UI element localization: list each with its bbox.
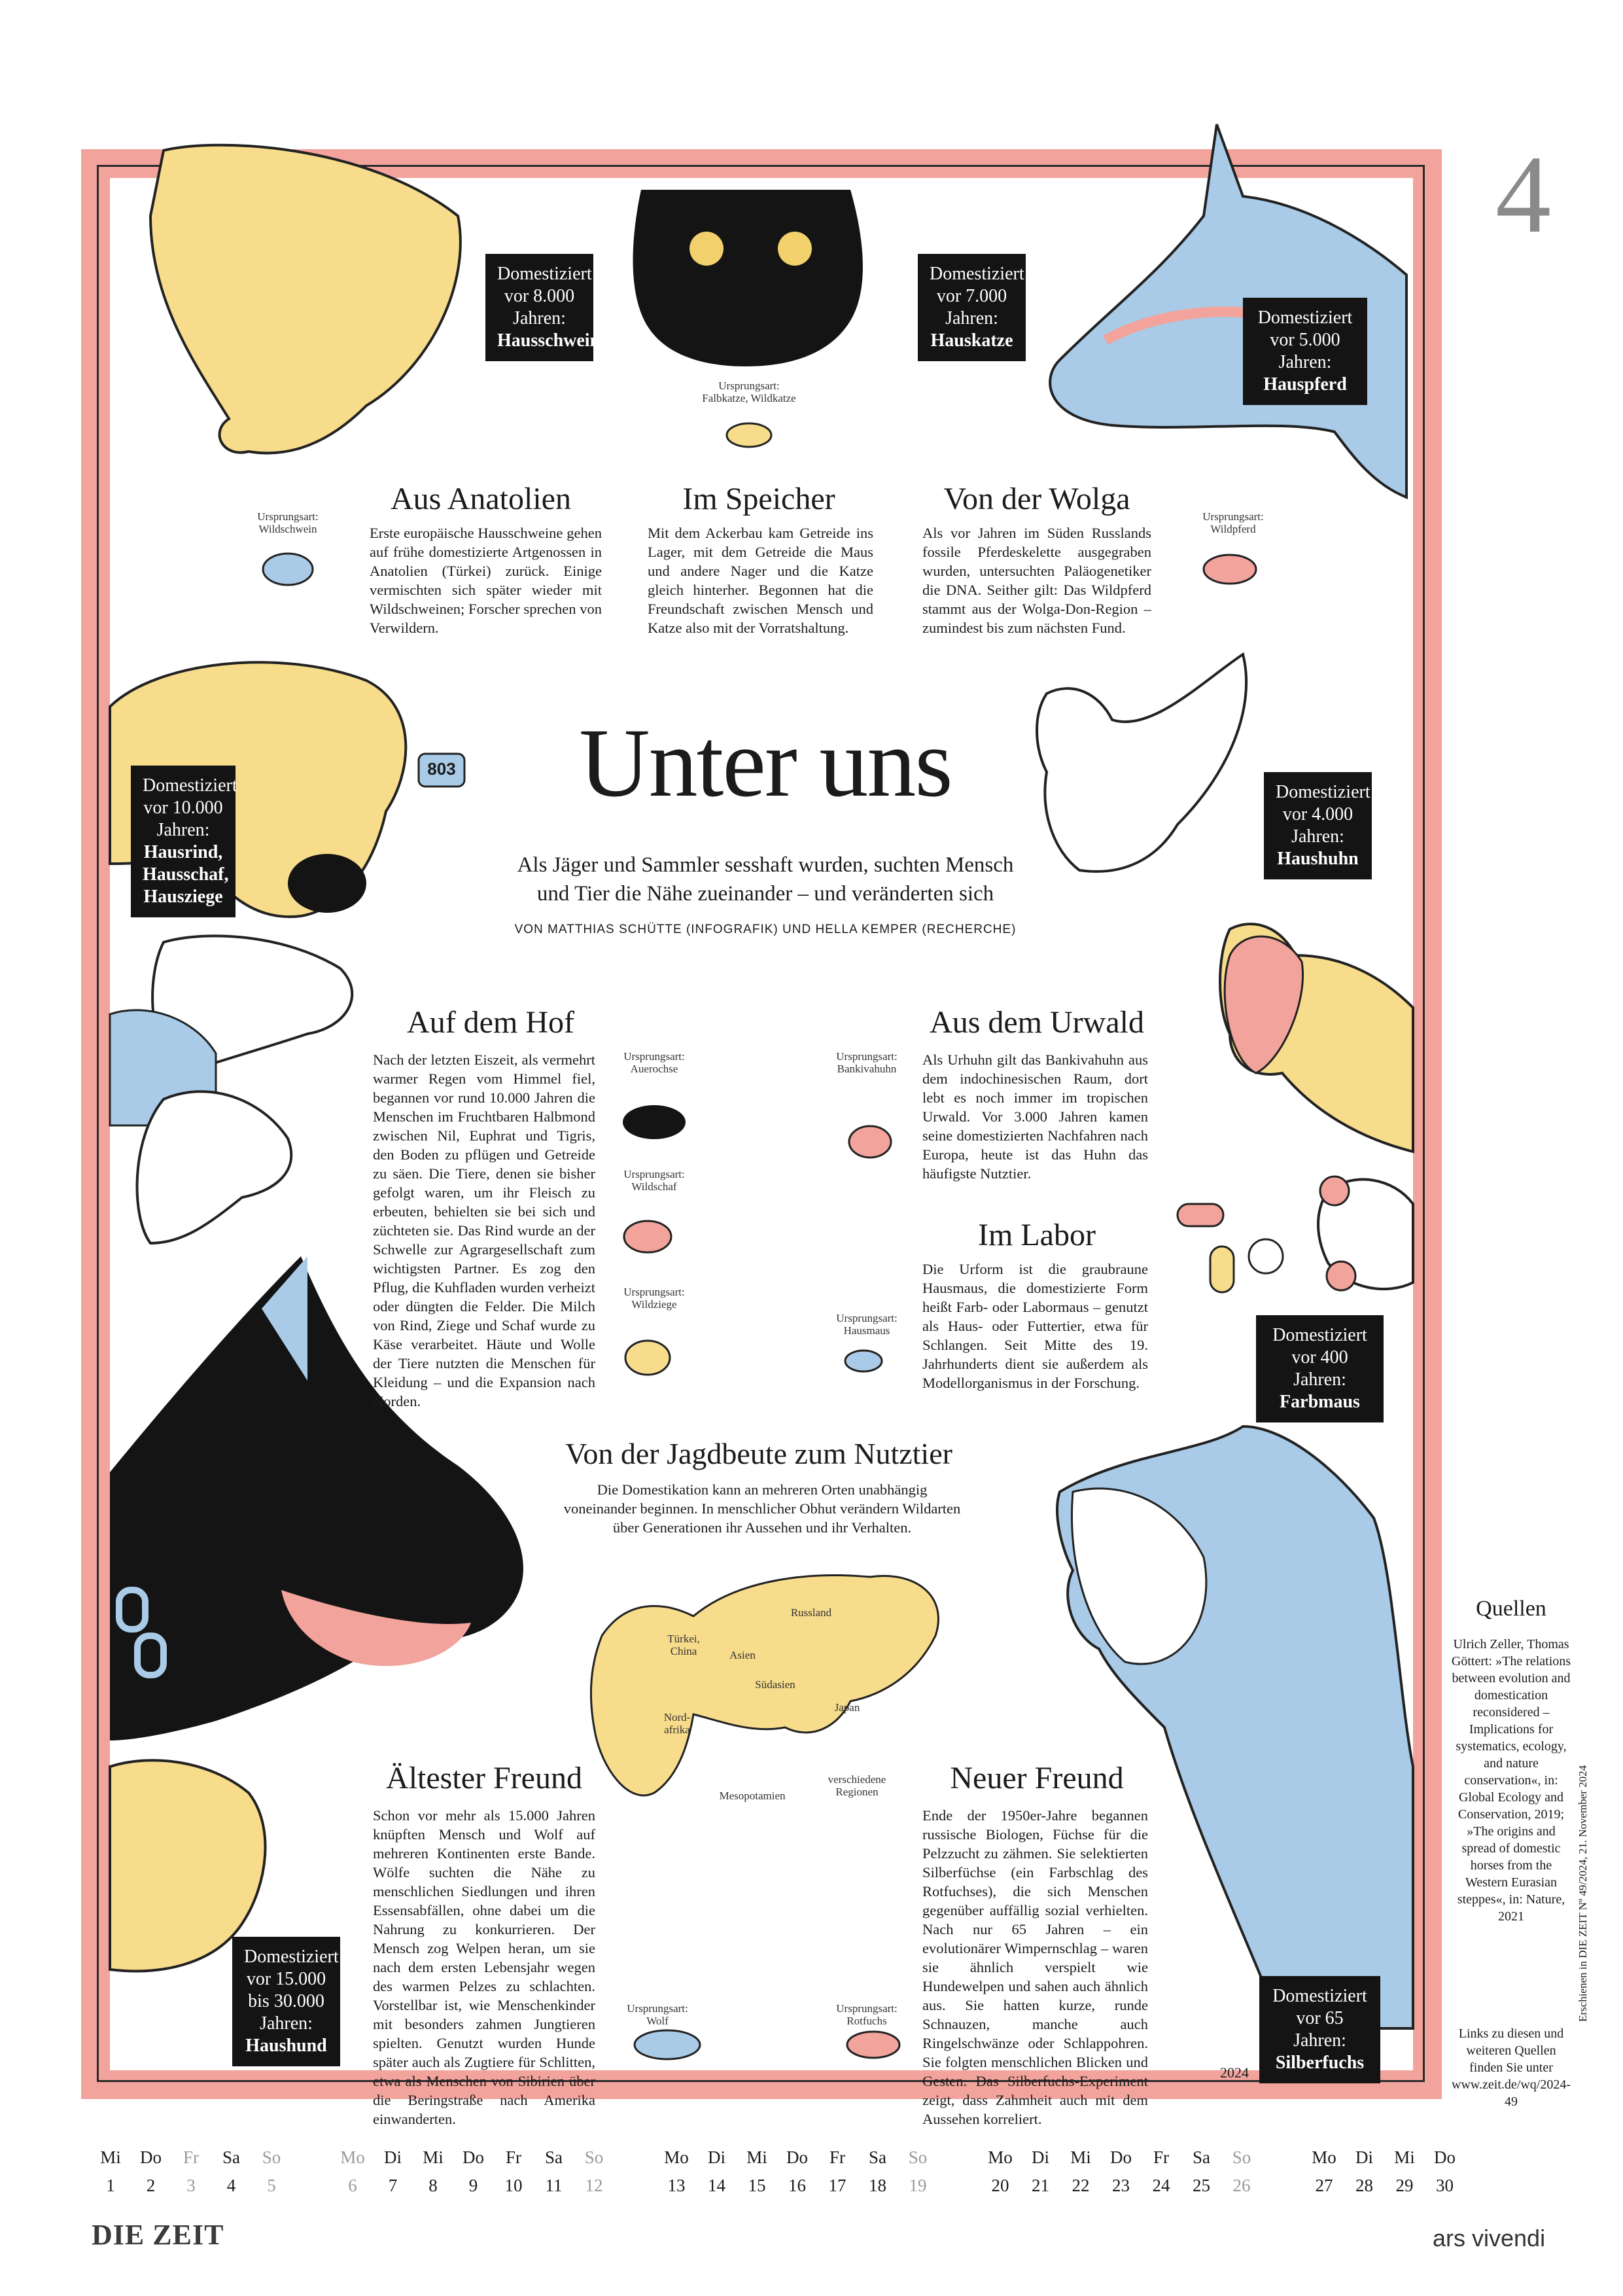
calendar-weekday: Fr — [829, 2147, 845, 2167]
label-hauspferd: Domestiziert vor 5.000 Jahren: Hauspferd — [1243, 298, 1367, 405]
calendar-date: 8 — [428, 2176, 438, 2195]
section-text-speicher: Mit dem Ackerbau kam Getreide ins Lager, mit dem Getreide die Maus und andere Nager und die Katze gleich hinterher. Begonnen hat die Freundschaft zwischen Mensch und Katze also mit der Vorratshaltung. — [648, 525, 873, 636]
calendar-date: 25 — [1193, 2176, 1210, 2195]
calendar-weekday: So — [262, 2147, 281, 2167]
calendar-date: 17 — [828, 2176, 846, 2195]
sources-text: Ulrich Zeller, Thomas Göttert: »The relations between evolution and domestication reconsidered – Implications for systematics, ecology, and nature conservation«, in: Global Ecology and Conservation, 2019; »The origins and spread of domestic horses from the Western Eurasian steppes«, in: Nature, 2021 — [1451, 1637, 1571, 1924]
calendar-date: 26 — [1232, 2176, 1251, 2195]
calendar-date: 5 — [267, 2176, 276, 2195]
calendar-date: 10 — [504, 2176, 523, 2195]
sources-links: Links zu diesen und weiteren Quellen finden Sie unter www.zeit.de/wq/2024-49 — [1452, 2026, 1571, 2109]
origin-hausmaus: Ursprungsart: Hausmaus — [836, 1312, 898, 1337]
map-label-nordafrika: Nord-afrika — [663, 1711, 691, 1736]
calendar-date: 18 — [869, 2176, 886, 2195]
origin-katze: Ursprungsart: Falbkatze, Wildkatze — [702, 380, 796, 404]
subtitle-line-2: und Tier die Nähe zueinander – und veränderten sich — [536, 882, 994, 906]
calendar-weekday: Mo — [340, 2147, 365, 2167]
origin-rotfuchs: Ursprungsart: Rotfuchs — [836, 2002, 898, 2027]
map-label-japan: Japan — [834, 1701, 860, 1714]
map-label-verschiedene-regionen: verschiedene Regionen — [828, 1773, 886, 1798]
calendar-date: 14 — [708, 2176, 725, 2195]
calendar-weekday: Fr — [505, 2147, 521, 2167]
section-text-wolga: Als vor Jahren im Süden Russlands fossile Pferdeskelette ausgegraben wurden, untersuchten Paläogenetiker die DNA. Seither gilt: Das Wildpferd stammt aus der Wolga-Don-Region – zumindest bis zum nächsten Fund. — [922, 525, 1151, 636]
calendar-weekday: Mo — [1312, 2147, 1336, 2167]
calendar-weekday: Do — [1434, 2147, 1456, 2167]
hen-illustration — [1037, 654, 1246, 872]
calendar-weekday: Di — [384, 2147, 402, 2167]
calendar-date: 29 — [1395, 2176, 1414, 2195]
label-silberfuchs: Domestiziert vor 65 Jahren: Silberfuchs — [1259, 1976, 1380, 2083]
calendar-date: 2 — [146, 2176, 156, 2195]
calendar-date: 23 — [1112, 2176, 1130, 2195]
calendar-weekday: Fr — [183, 2147, 199, 2167]
calendar-date: 1 — [106, 2176, 115, 2195]
calendar-date: 24 — [1152, 2176, 1170, 2195]
cat-illustration — [633, 190, 863, 366]
origin-wildziege: Ursprungsart: Wildziege — [623, 1286, 685, 1311]
calendar-date: 27 — [1315, 2176, 1333, 2195]
section-title-speicher: Im Speicher — [682, 482, 835, 516]
calendar-date: 28 — [1355, 2176, 1373, 2195]
calendar-date: 12 — [585, 2176, 603, 2195]
calendar-weekday: Mo — [988, 2147, 1013, 2167]
calendar-weekday: Sa — [869, 2147, 886, 2167]
origin-auerochse: Ursprungsart: Auerochse — [623, 1050, 685, 1075]
calendar-weekday: Di — [1355, 2147, 1373, 2167]
calendar-weekday: Do — [786, 2147, 808, 2167]
section-text-jagdbeute: Die Domestikation kann an mehreren Orten unabhängig voneinander beginnen. In menschlicher Obhut verändern Wildarten über Generationen ihr Aussehen und ihr Verhalten. — [563, 1481, 961, 1536]
calendar-weekday: Di — [708, 2147, 725, 2167]
origin-wildschaf: Ursprungsart: Wildschaf — [623, 1168, 685, 1193]
calendar-weekday: Di — [1032, 2147, 1049, 2167]
byline: VON MATTHIAS SCHÜTTE (INFOGRAFIK) UND HELLA KEMPER (RECHERCHE) — [514, 923, 1017, 936]
section-title-labor: Im Labor — [978, 1218, 1096, 1252]
ear-tag-number: 803 — [427, 759, 456, 779]
calendar-date: 20 — [991, 2176, 1009, 2195]
calendar-weekday: So — [908, 2147, 928, 2167]
calendar-weekday: Sa — [1193, 2147, 1210, 2167]
calendar-date: 19 — [909, 2176, 927, 2195]
page-title: Unter uns — [579, 709, 952, 817]
origin-bankivahuhn: Ursprungsart: Bankivahuhn — [836, 1050, 898, 1075]
section-text-freund-alt: Schon vor mehr als 15.000 Jahren knüpften Mensch und Wolf auf mehreren Kontinenten erste Bande. Wölfe suchten die Nähe zu menschlichen Siedlungen und ihren Essensabfällen, ohne dabei um die Nahrung zu konkurrieren. Der Mensch zog Welpen heran, um sie nach dem ersten Lebensjahr wegen des warmen Pelzes zu schlachten. Vorstellbar ist, wie Menschenkinder mit besonders zahmen Jungtieren spielten. Genutzt wurden Hunde später auch als Zugtiere für Schlitten, etwa als Menschen von Sibirien über die Beringstraße nach Amerika einwanderten. — [373, 1807, 595, 2127]
calendar-date: 30 — [1436, 2176, 1454, 2195]
label-haushuhn: Domestiziert vor 4.000 Jahren: Haushuhn — [1264, 772, 1372, 879]
calendar-weekday: Mi — [1394, 2147, 1415, 2167]
ars-vivendi-logo: ars vivendi — [1433, 2225, 1546, 2252]
section-title-urwald: Aus dem Urwald — [930, 1005, 1144, 1040]
pig-illustration — [150, 145, 461, 453]
calendar-weekday: Mi — [100, 2147, 121, 2167]
year-label: 2024 — [1220, 2064, 1249, 2081]
section-text-urwald: Als Urhuhn gilt das Bankivahuhn aus dem indochinesischen Raum, dort lebt es noch immer im tropischen Urwald. Vor 3.000 Jahren kamen seine domestizierten Nachfahren nach Europa, heute ist das Huhn das häufigste Nutztier. — [922, 1051, 1148, 1182]
calendar-weekday: Do — [140, 2147, 162, 2167]
origin-wolf: Ursprungsart: Wolf — [627, 2002, 688, 2027]
calendar-weekday: So — [584, 2147, 604, 2167]
calendar-date: 22 — [1072, 2176, 1090, 2195]
calendar-weekday: Do — [462, 2147, 484, 2167]
label-hausschwein: Domestiziert vor 8.000 Jahren: Hausschwein — [485, 254, 593, 361]
calendar-date: 9 — [468, 2176, 478, 2195]
section-text-anatolien: Erste europäische Hausschweine gehen auf frühe domestizierte Artgenossen in Anatolien (Türkei) zurück. Einige vermischten sich später wieder mit Wildschweinen; Forscher sprechen von Verwildern. — [370, 525, 602, 636]
calendar-date: 4 — [226, 2176, 236, 2195]
map-label-suedasien: Südasien — [755, 1678, 795, 1691]
calendar-weekday: Sa — [545, 2147, 563, 2167]
publication-note: Erschienen in DIE ZEIT Nº 49/2024, 21. November 2024 — [1577, 1765, 1589, 2022]
calendar-weekday: Mi — [1070, 2147, 1091, 2167]
section-title-freund-neu: Neuer Freund — [950, 1761, 1124, 1795]
section-title-hof: Auf dem Hof — [407, 1005, 574, 1040]
origin-wildpferd: Ursprungsart: Wildpferd — [1202, 510, 1264, 535]
section-text-hof: Nach der letzten Eiszeit, als vermehrt warmer Regen vom Himmel fiel, begannen vor rund 10.000 Jahren die Menschen im Fruchtbaren Halbmond zwischen Nil, Euphrat und Tigris, den Boden zu pflügen und Getreide zu säen. Die Tiere, denen sie bisher gefolgt waren, um ihr Fleisch zu erbeuten, behielten sie bei sich und züchteten sie. Das Rind wurde an der Schwelle zur Agrargesellschaft zum wichtigsten Partner. Es zog den Pflug, die Kuhfladen wurden verheizt oder düngten die Felder. Die Milch von Rind, Ziege und Schaf wurde zu Käse verarbeitet. Häute und Wolle der Tiere nutzten die Menschen für Kleidung – und die Expansion nach Norden. — [373, 1051, 595, 1409]
origin-wildschwein: Ursprungsart: Wildschwein — [257, 510, 319, 535]
map-label-tuerkei-china: Türkei, China — [667, 1633, 700, 1657]
calendar-date: 7 — [388, 2176, 398, 2195]
label-hauskatze: Domestiziert vor 7.000 Jahren: Hauskatze — [918, 254, 1026, 361]
section-title-anatolien: Aus Anatolien — [391, 482, 571, 516]
calendar-weekday: Mo — [664, 2147, 689, 2167]
section-text-labor: Die Urform ist die graubraune Hausmaus, die domestizierte Form heißt Farb- oder Labormaus – genutzt als Haus- oder Futtertier, etwa für Schlangen. Seit Mitte des 19. Jahrhunderts dient sie außerdem als Modellorganismus in der Forschung. — [922, 1261, 1148, 1391]
calendar-date: 13 — [667, 2176, 686, 2195]
map-label-asien: Asien — [729, 1649, 756, 1661]
die-zeit-logo: DIE ZEIT — [92, 2219, 224, 2251]
label-farbmaus: Domestiziert vor 400 Jahren: Farbmaus — [1256, 1315, 1384, 1422]
calendar-date: 16 — [788, 2176, 806, 2195]
subtitle — [432, 851, 1099, 908]
page-number: 4 — [1495, 133, 1551, 256]
calendar-weekday: Sa — [222, 2147, 240, 2167]
sources-title: Quellen — [1476, 1597, 1546, 1621]
map-label-russland: Russland — [790, 1606, 832, 1619]
label-haushund: Domestiziert vor 15.000 bis 30.000 Jahren: Haushund — [232, 1937, 340, 2066]
calendar-weekday: So — [1232, 2147, 1251, 2167]
subtitle-line-1: Als Jäger und Sammler sesshaft wurden, suchten Mensch — [517, 853, 1014, 877]
calendar-weekday: Do — [1110, 2147, 1132, 2167]
calendar-weekday: Mi — [746, 2147, 767, 2167]
calendar-date: 6 — [348, 2176, 357, 2195]
section-title-freund-alt: Ältester Freund — [386, 1761, 582, 1795]
section-title-jagdbeute: Von der Jagdbeute zum Nutztier — [565, 1437, 952, 1470]
calendar-weekday: Fr — [1153, 2147, 1169, 2167]
calendar-date: 11 — [545, 2176, 563, 2195]
section-text-freund-neu: Ende der 1950er-Jahre begannen russische Biologen, Füchse für die Pelzzucht zu zähmen. Sie selektierten Silberfüchse (ein Farbschlag des Rotfuchses), die sich Menschen gegenüber auffällig sozial verhielten. Nach nur 65 Jahren – ein evolutionärer Wimpernschlag – waren sie ähnlich verspielt wie Hundewelpen und sahen auch ähnlich aus. Sie hatten kurze, runde Schnauzen, manche auch Ringelschwänze oder Schlappohren. Sie folgten menschlichen Blicken und Gesten. Das Silberfuchs-Experiment zeigt, dass Zahmheit auch mit dem Aussehen korreliert. — [922, 1807, 1148, 2127]
calendar-date: 21 — [1032, 2176, 1049, 2195]
calendar-weekday: Mi — [423, 2147, 444, 2167]
label-hausrind: Domestiziert vor 10.000 Jahren: Hausrind, Hausschaf, Hausziege — [131, 766, 236, 917]
calendar-date: 3 — [186, 2176, 196, 2195]
map-label-mesopotamien: Mesopotamien — [719, 1790, 786, 1802]
calendar-date: 15 — [748, 2176, 766, 2195]
goat-illustration — [137, 1091, 292, 1243]
section-title-wolga: Von der Wolga — [943, 482, 1130, 516]
